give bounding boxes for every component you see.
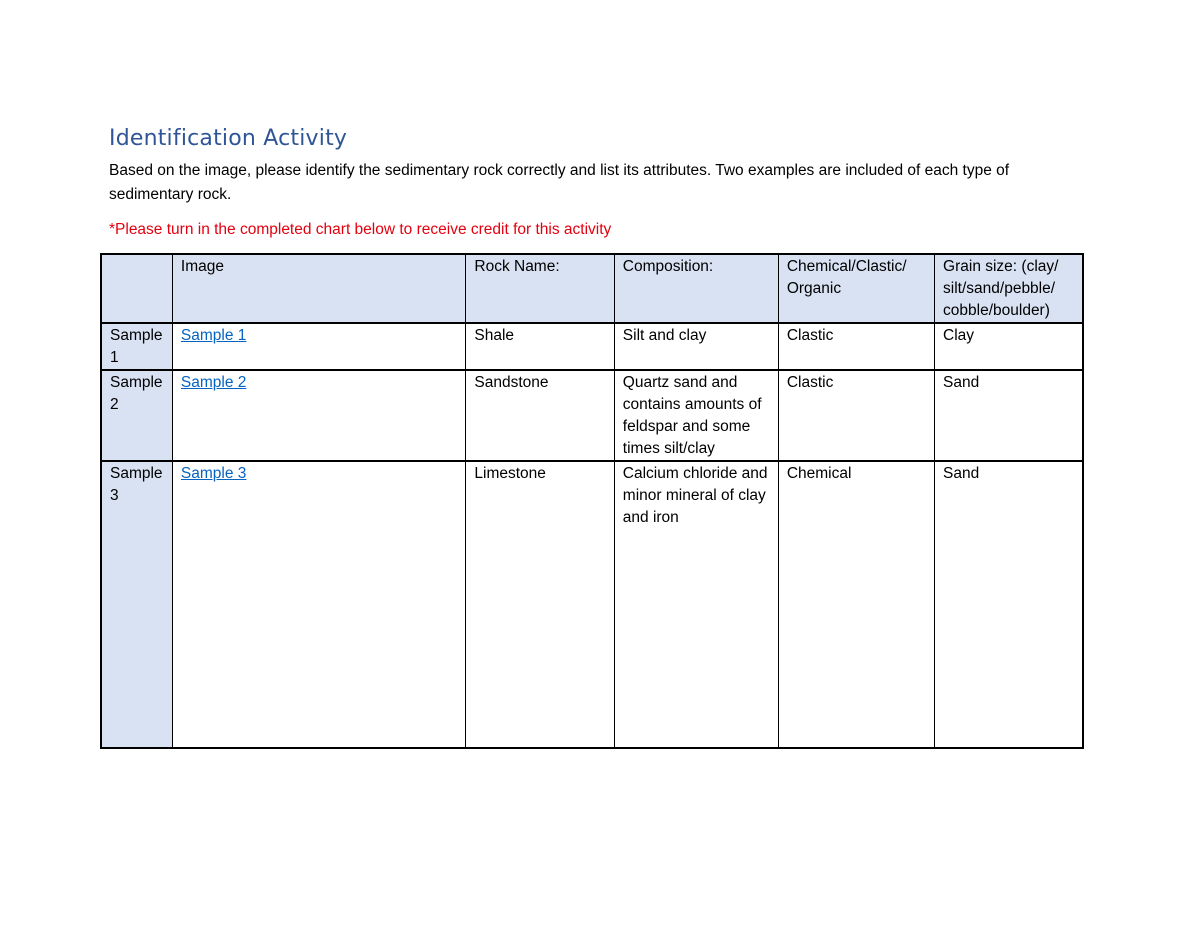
rock-name-cell: Limestone (466, 461, 614, 748)
rock-type-cell: Clastic (778, 370, 934, 461)
rock-name-cell: Shale (466, 323, 614, 370)
sample-image-link[interactable]: Sample 1 (180, 327, 247, 344)
table-row (101, 323, 1083, 370)
header-corner-cell (101, 254, 172, 323)
header-grain-size: Grain size: (clay/ silt/sand/pebble/ cobble/boulder) (935, 254, 1083, 323)
credit-notice: *Please turn in the completed chart below to receive credit for this activity (109, 221, 612, 238)
rock-type-cell: Clastic (778, 323, 934, 370)
image-cell (172, 461, 465, 748)
header-composition: Composition: (614, 254, 778, 323)
table-header-row (101, 254, 1083, 323)
header-rock-name: Rock Name: (466, 254, 614, 323)
instructions-paragraph: Based on the image, please identify the sedimentary rock correctly and list its attributes. Two examples are included of each type of sedimentary rock. (109, 162, 1010, 203)
rock-type-cell: Chemical (778, 461, 934, 748)
grain-size-cell: Clay (935, 323, 1083, 370)
header-rock-type: Chemical/Clastic/ Organic (778, 254, 934, 323)
sample-image-link[interactable]: Sample 2 (180, 374, 247, 391)
composition-cell: Silt and clay (614, 323, 778, 370)
table-row (101, 461, 1083, 748)
table-row (101, 370, 1083, 461)
grain-size-cell: Sand (935, 370, 1083, 461)
composition-cell: Calcium chloride and minor mineral of clay and iron (614, 461, 778, 748)
image-cell (172, 370, 465, 461)
row-label: Sample 3 (101, 461, 172, 748)
row-label: Sample 2 (101, 370, 172, 461)
rock-name-cell: Sandstone (466, 370, 614, 461)
image-cell (172, 323, 465, 370)
row-label: Sample 1 (101, 323, 172, 370)
grain-size-cell: Sand (935, 461, 1083, 748)
header-image: Image (172, 254, 465, 323)
rock-identification-table (100, 253, 1084, 749)
sample-image-link[interactable]: Sample 3 (180, 465, 247, 482)
document-title: Identification Activity (109, 126, 348, 151)
composition-cell: Quartz sand and contains amounts of feldspar and some times silt/clay (614, 370, 778, 461)
